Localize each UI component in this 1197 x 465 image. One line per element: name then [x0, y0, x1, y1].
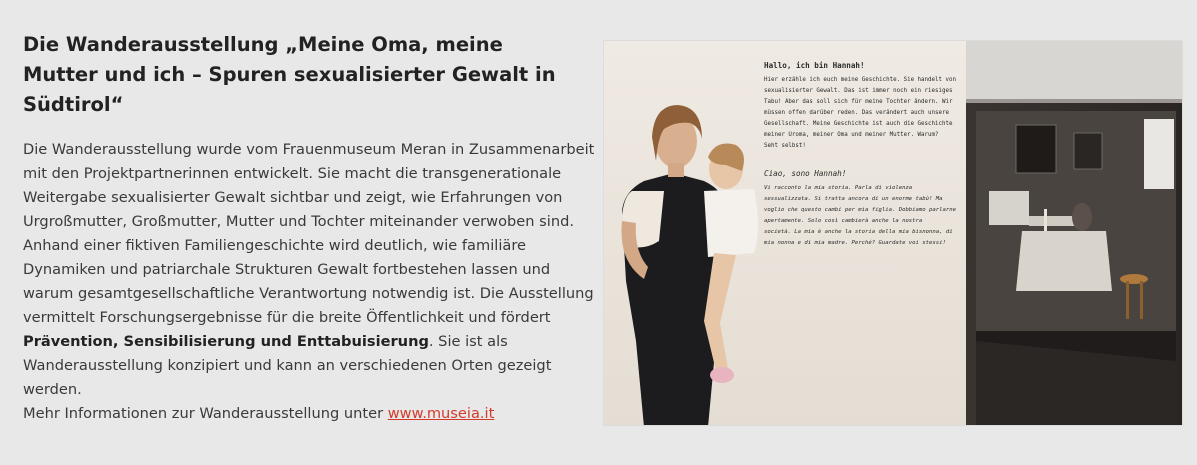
- museia-link[interactable]: www.museia.it: [387, 405, 495, 422]
- paragraph-text-end: . Sie ist als Wanderausstellung konzipiert und kann an verschiedenen Orten gezeigt werden.: [23, 333, 552, 398]
- svg-text:Hier erzähle ich euch meine Ge: Hier erzähle ich euch meine Geschichte. Sie handelt von: [764, 77, 956, 83]
- svg-text:apertamente. Solo così cambier: apertamente. Solo così cambierà anche la nostra: [764, 218, 923, 224]
- article: [23, 30, 603, 426]
- exhibition-room: [966, 41, 1183, 426]
- svg-text:sexualisierter Gewalt. Das ist: sexualisierter Gewalt. Das ist immer noch ein riesiges: [764, 88, 953, 94]
- exhibition-photo-illustration: [604, 41, 1183, 426]
- article-title: Die Wanderausstellung „Meine Oma, meine Mutter und ich – Spuren sexualisierter Gewalt in Südtirol“: [23, 33, 556, 116]
- svg-text:meiner Uroma, meiner Oma und m: meiner Uroma, meiner Oma und meiner Mutter. Warum?: [764, 132, 939, 138]
- panel-heading-de: Hallo, ich bin Hannah!: [764, 61, 865, 70]
- svg-text:voglio che questo cambi per mi: voglio che questo cambi per mia figlia. Dobbiamo parlarne: [764, 207, 956, 213]
- svg-text:Vi racconto la mia storia. Par: Vi racconto la mia storia. Parla di violenza: [764, 185, 913, 191]
- exhibition-photo: [603, 40, 1183, 426]
- svg-text:sessualizzata. Si tratta ancor: sessualizzata. Si tratta ancora di un enorme tabù! Ma: [764, 196, 943, 202]
- svg-text:Tabu! Aber das soll sich für m: Tabu! Aber das soll sich für meine Tochter ändern. Wir: [764, 99, 953, 105]
- svg-text:Gesellschaft. Meine Geschichte: Gesellschaft. Meine Geschichte ist auch die Geschichte: [764, 121, 953, 127]
- svg-text:società. La mia è anche la sto: società. La mia è anche la storia della mia bisnonna, di: [764, 229, 953, 235]
- svg-text:Seht selbst!: Seht selbst!: [764, 143, 806, 149]
- paragraph-text: Die Wanderausstellung wurde vom Frauenmuseum Meran in Zusammenarbeit mit den Projektpartnerinnen entwickelt. Sie macht die transgenerationale Weitergabe sexualisierter Gewalt sichtbar und zeigt, wie Erfahrungen von Urgroßmutter, Großmutter, Mutter und Tochter miteinander verwoben sind. Anhand einer fiktiven Familiengeschichte wird deutlich, wie familiäre Dynamiken und patriarchale Strukturen Gewalt fortbestehen lassen und warum gesamtgesellschaftliche Verantwortung notwendig ist. Die Ausstellung vermittelt Forschungsergebnisse für die breite Öffentlichkeit und fördert: [23, 141, 595, 326]
- panel-heading-it: Ciao, sono Hannah!: [764, 169, 847, 178]
- article-paragraph: [23, 138, 603, 426]
- svg-text:müssen offen darüber reden. Da: müssen offen darüber reden. Das verändert auch unsere: [764, 110, 949, 116]
- paragraph-bold-text: Prävention, Sensibilisierung und Enttabuisierung: [23, 333, 429, 350]
- more-info-text: Mehr Informationen zur Wanderausstellung unter: [23, 405, 388, 422]
- svg-text:mia nonna e di mia madre. Perc: mia nonna e di mia madre. Perché? Guardate voi stessi!: [764, 240, 946, 246]
